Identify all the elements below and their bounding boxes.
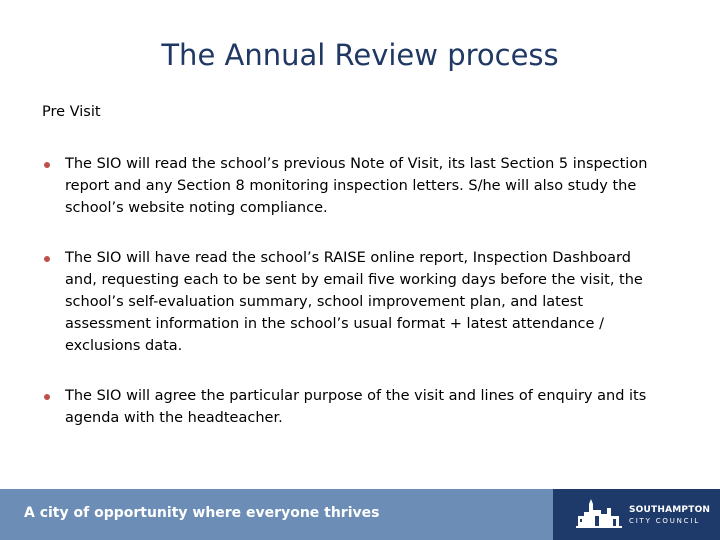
footer-bar [0,489,720,540]
bullet-text: The SIO will agree the particular purpose of the visit and lines of enquiry and its agenda with the headteacher. [65,388,647,427]
bullet-item [42,248,652,357]
bullet-text: The SIO will have read the school’s RAISE online report, Inspection Dashboard and, requesting each to be sent by email five working days before the visit, the school’s self-evaluation summary, school improvement plan, and latest assessment information in the school’s usual format + latest attendance / exclusions data. [65,250,643,354]
city-skyline-icon [576,498,624,530]
council-logo-text [629,505,710,527]
section-heading: Pre Visit [42,104,101,120]
bullet-item [42,386,652,430]
logo-line-1: SOUTHAMPTON [629,505,711,515]
slide-title: The Annual Review process [161,38,559,72]
bullet-text: The SIO will read the school’s previous Note of Visit, its last Section 5 inspection report and any Section 8 monitoring inspection letters. S/he will also study the school’s website noting compliance. [65,156,648,216]
footer-tagline: A city of opportunity where everyone thrives [24,505,380,521]
council-logo [576,498,716,532]
logo-line-2: CITY COUNCIL [629,517,700,525]
bullet-list [42,154,652,459]
bullet-dot-icon [44,256,50,262]
bullet-dot-icon [44,162,50,168]
bullet-item [42,154,652,219]
bullet-dot-icon [44,394,50,400]
